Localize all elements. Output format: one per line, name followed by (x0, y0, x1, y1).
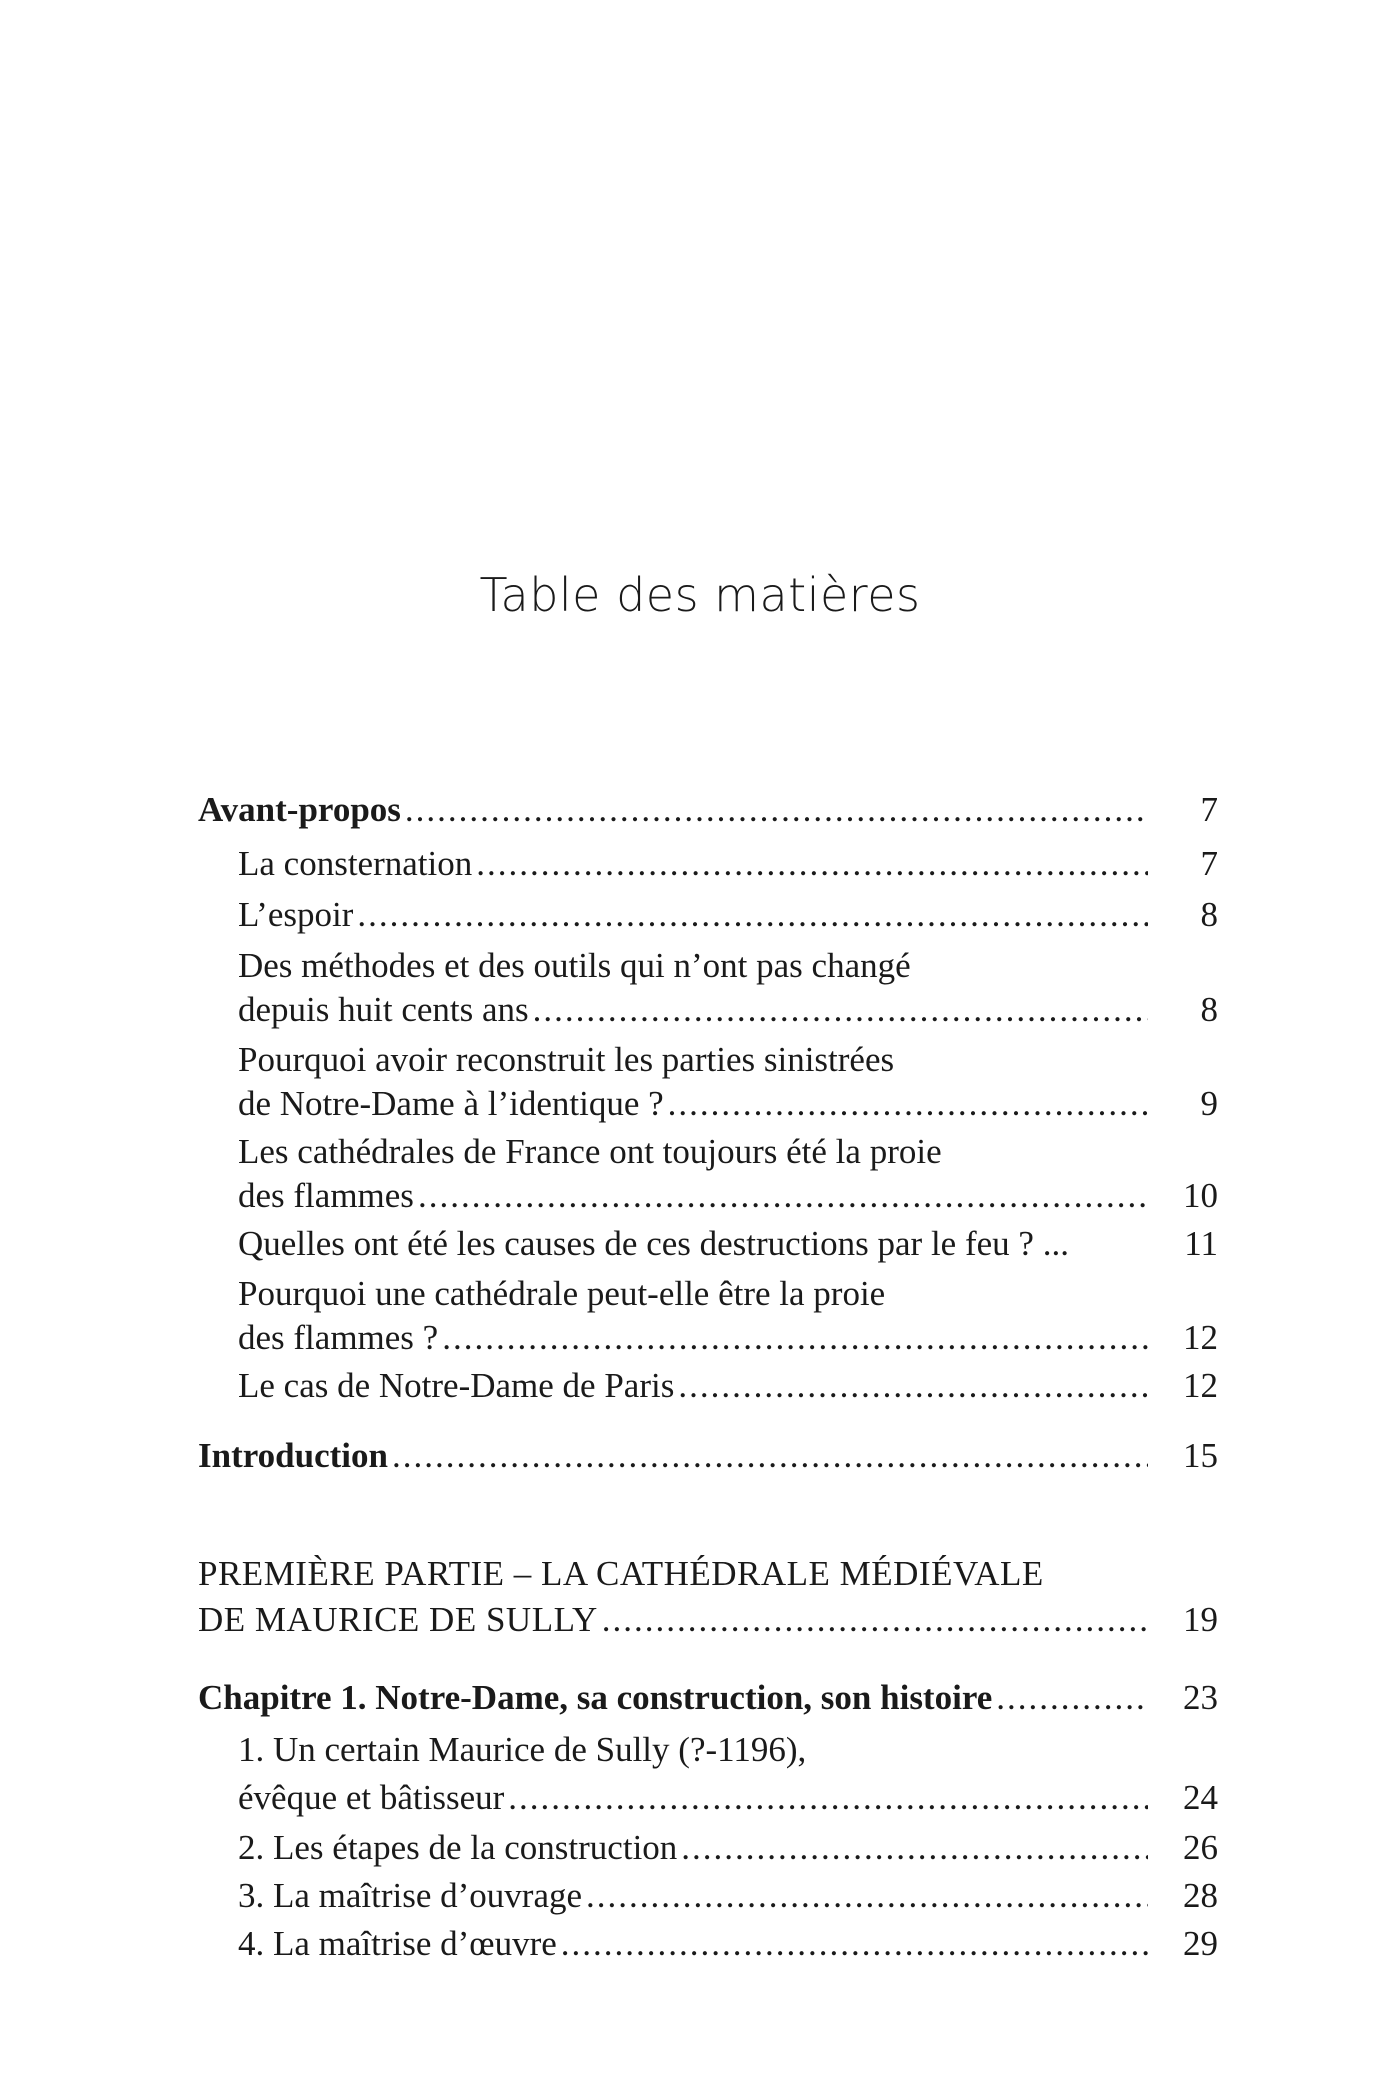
dot-leader (476, 842, 1148, 886)
toc-entry-label: 3. La maîtrise d’ouvrage (238, 1876, 583, 1915)
toc-entry-label: 1. Un certain Maurice de Sully (?-1196), (238, 1730, 807, 1769)
toc-entry-maitrise-oeuvre[interactable] (0, 1922, 1400, 1966)
toc-entry-label: DE MAURICE DE SULLY (198, 1600, 598, 1639)
toc-entry-label: La consternation (238, 844, 473, 883)
toc-page-number: 29 (1183, 1924, 1218, 1963)
toc-entry-label: depuis huit cents ans (238, 990, 529, 1029)
dot-leader (442, 1316, 1148, 1360)
toc-entry-pourquoi-reconstruit[interactable] (0, 1038, 1400, 1082)
toc-page-number: 15 (1183, 1436, 1218, 1475)
toc-page-number: 24 (1183, 1778, 1218, 1817)
dot-leader (357, 893, 1148, 937)
toc-page-number: 23 (1183, 1678, 1218, 1717)
toc-page-number: 11 (1184, 1224, 1218, 1263)
toc-entry-premiere-partie[interactable] (0, 1552, 1400, 1596)
toc-entry-maitrise-ouvrage[interactable] (0, 1874, 1400, 1918)
toc-page-number: 28 (1183, 1876, 1218, 1915)
toc-page-number: 8 (1200, 990, 1218, 1029)
dot-leader (533, 988, 1148, 1032)
toc-entry-label: de Notre-Dame à l’identique ? (238, 1084, 664, 1123)
toc-page-number: 19 (1183, 1600, 1218, 1639)
toc-entry-label: Chapitre 1. Notre-Dame, sa construction, son histoire (198, 1678, 993, 1717)
toc-entry-cathedrales-france-cont[interactable] (0, 1174, 1400, 1218)
toc-entry-label: Le cas de Notre-Dame de Paris (238, 1366, 675, 1405)
dot-leader (681, 1826, 1148, 1870)
dot-leader (418, 1174, 1148, 1218)
toc-entry-des-methodes[interactable] (0, 944, 1400, 988)
dot-leader (678, 1364, 1148, 1408)
dot-leader (996, 1676, 1148, 1720)
toc-page-number: 12 (1183, 1366, 1218, 1405)
toc-entry-maurice-de-sully-cont[interactable] (0, 1776, 1400, 1820)
toc-entry-cas-notre-dame[interactable] (0, 1364, 1400, 1408)
toc-entry-label: Des méthodes et des outils qui n’ont pas changé (238, 946, 911, 985)
toc-page-number: 9 (1200, 1084, 1218, 1123)
dot-leader (602, 1598, 1148, 1642)
toc-entry-label: PREMIÈRE PARTIE – LA CATHÉDRALE MÉDIÉVALE (198, 1554, 1044, 1593)
dot-leader (508, 1776, 1148, 1820)
toc-entry-chapitre-1[interactable] (0, 1676, 1400, 1720)
toc-entry-label: évêque et bâtisseur (238, 1778, 505, 1817)
toc-entry-maurice-de-sully[interactable] (0, 1728, 1400, 1772)
toc-entry-label: Pourquoi une cathédrale peut-elle être la proie (238, 1274, 886, 1313)
toc-page-number: 26 (1183, 1828, 1218, 1867)
toc-page-number: 8 (1200, 895, 1218, 934)
toc-entry-lespoir[interactable] (0, 893, 1400, 937)
toc-entry-label: des flammes (238, 1176, 414, 1215)
toc-page-number: 10 (1183, 1176, 1218, 1215)
toc-entry-avant-propos[interactable] (0, 788, 1400, 832)
toc-entry-label: Avant-propos (198, 788, 401, 832)
toc-entry-la-consternation[interactable] (0, 842, 1400, 886)
toc-entry-cathedrales-france[interactable] (0, 1130, 1400, 1174)
dot-leader (668, 1082, 1148, 1126)
dot-leader (405, 788, 1148, 832)
toc-entry-label: L’espoir (238, 895, 354, 934)
toc-entry-label: 4. La maîtrise d’œuvre (238, 1924, 557, 1963)
toc-entry-pourquoi-proie-cont[interactable] (0, 1316, 1400, 1360)
toc-entry-pourquoi-reconstruit-cont[interactable] (0, 1082, 1400, 1126)
toc-entry-causes-destructions[interactable] (0, 1222, 1400, 1266)
toc-entry-introduction[interactable] (0, 1434, 1400, 1478)
toc-entry-label: Pourquoi avoir reconstruit les parties sinistrées (238, 1040, 895, 1079)
toc-entry-premiere-partie-cont[interactable] (0, 1598, 1400, 1642)
toc-entry-etapes-construction[interactable] (0, 1826, 1400, 1870)
toc-page-number: 7 (1200, 790, 1218, 829)
toc-entry-label: 2. Les étapes de la construction (238, 1828, 678, 1867)
toc-entry-des-methodes-cont[interactable] (0, 988, 1400, 1032)
dot-leader (561, 1922, 1148, 1966)
toc-entry-label: Introduction (198, 1436, 388, 1475)
toc-entry-label: des flammes ? (238, 1318, 439, 1357)
toc-entry-pourquoi-proie[interactable] (0, 1272, 1400, 1316)
toc-page-number: 12 (1183, 1318, 1218, 1357)
toc-page-number: 7 (1200, 844, 1218, 883)
dot-leader (392, 1434, 1148, 1478)
dot-leader (586, 1874, 1148, 1918)
toc-entry-label: Les cathédrales de France ont toujours été la proie (238, 1132, 942, 1171)
page-title: Table des matières (479, 568, 921, 622)
toc-entry-label: Quelles ont été les causes de ces destructions par le feu ? ... (238, 1224, 1069, 1263)
